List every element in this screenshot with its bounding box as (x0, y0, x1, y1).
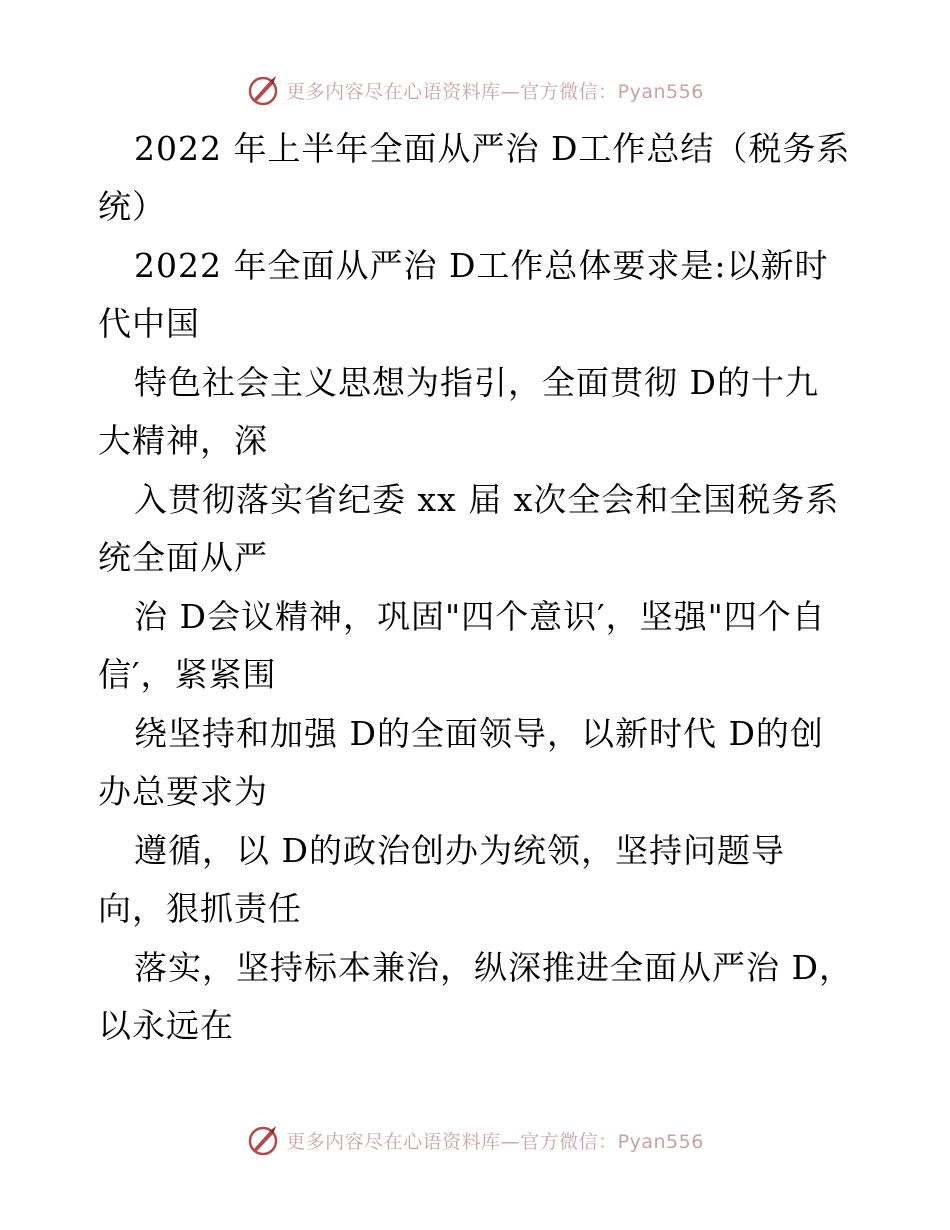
text-line: 绕坚持和加强 D的全面领导，以新时代 D的创 (134, 714, 824, 753)
quill-circle-icon (246, 1123, 280, 1157)
watermark-group (246, 1123, 704, 1157)
text-line: 统） (98, 186, 166, 226)
text-line: 特色社会主义思想为指引，全面贯彻 D的十九 (134, 363, 819, 402)
paragraph (98, 705, 858, 820)
paragraph (98, 354, 858, 469)
footer-watermark (0, 1120, 950, 1160)
paragraph (98, 120, 858, 235)
text-line: 向，狠抓责任 (98, 888, 302, 928)
paragraph (98, 471, 858, 586)
text-line: 信′，紧紧围 (98, 654, 277, 694)
paragraph (98, 237, 858, 352)
text-line: 入贯彻落实省纪委 xx 届 x次全会和全国税务系 (134, 480, 840, 519)
paragraph (98, 588, 858, 703)
text-line: 2022 年全面从严治 D工作总体要求是:以新时 (134, 246, 829, 285)
watermark-text: 更多内容尽在心语资料库—官方微信：Pyan556 (286, 1130, 704, 1153)
text-line: 以永远在 (98, 1005, 234, 1045)
text-line: 2022 年上半年全面从严治 D工作总结（税务系 (134, 129, 851, 168)
watermark-group (246, 73, 704, 107)
quill-circle-icon (246, 73, 280, 107)
text-line: 落实，坚持标本兼治，纵深推进全面从严治 D， (134, 948, 853, 987)
text-line: 统全面从严 (98, 537, 268, 577)
text-line: 遵循，以 D的政治创办为统领，坚持问题导 (134, 831, 785, 870)
text-line: 大精神，深 (98, 420, 268, 460)
paragraph (98, 939, 858, 1054)
text-line: 治 D会议精神，巩固"四个意识′，坚强"四个自 (134, 597, 826, 636)
document-body (98, 120, 858, 1056)
text-line: 办总要求为 (98, 771, 268, 811)
paragraph (98, 822, 858, 937)
watermark-text: 更多内容尽在心语资料库—官方微信：Pyan556 (286, 80, 704, 103)
header-watermark (0, 70, 950, 110)
text-line: 代中国 (98, 303, 200, 343)
